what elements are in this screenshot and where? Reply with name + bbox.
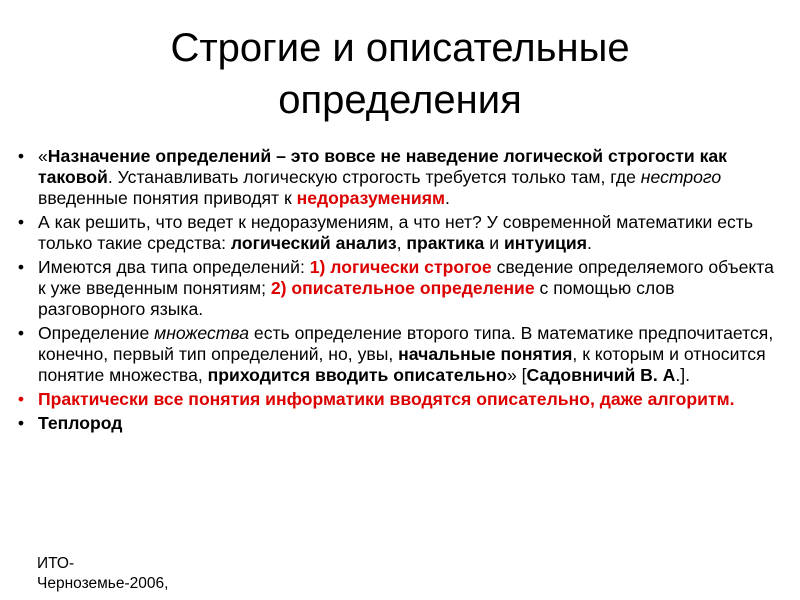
bullet-text-segment: практика bbox=[406, 233, 485, 253]
bullet-dot-icon: • bbox=[17, 323, 25, 343]
footer-line-1: ИТО- bbox=[37, 555, 75, 572]
bullet-dot-icon: • bbox=[17, 212, 25, 232]
bullet-text-segment: . bbox=[586, 233, 592, 253]
bullet-text-segment: сведение определяемого объекта к уже введенным понятиям; bbox=[38, 257, 774, 298]
bullet-text-segment: введенные понятия приводят к bbox=[38, 188, 297, 208]
bullet-text-segment: 1) логически строгое bbox=[309, 257, 492, 277]
bullet-item bbox=[14, 146, 786, 209]
bullet-item bbox=[14, 257, 786, 320]
bullet-text-segment: » [ bbox=[506, 365, 527, 385]
slide-title bbox=[0, 22, 800, 126]
bullet-text-segment: А как решить, что ведет к недоразумениям, а что нет? У современной математики есть только такие средства: bbox=[38, 212, 753, 253]
bullet-text-segment: , bbox=[396, 233, 407, 253]
bullet-text-segment: начальные понятия bbox=[398, 344, 573, 364]
bullet-text-segment: . bbox=[445, 188, 450, 208]
bullet-text-segment: есть определение второго типа. В математике предпочитается, конечно, первый тип определений, но, увы, bbox=[38, 323, 774, 364]
bullet-item bbox=[14, 212, 786, 254]
bullet-text-segment: нестрого bbox=[640, 167, 722, 187]
bullet-item bbox=[14, 389, 786, 410]
bullet-text-segment: и bbox=[484, 233, 504, 253]
bullet-text-segment: Практически все понятия информатики вводятся описательно, даже алгоритм. bbox=[38, 389, 735, 409]
bullet-text-segment: 2) описательное определение bbox=[270, 278, 535, 298]
bullet-dot-icon: • bbox=[17, 257, 25, 277]
bullet-text-segment: Садовничий В. А bbox=[526, 365, 676, 385]
bullet-text-segment: приходится вводить описательно bbox=[207, 365, 507, 385]
slide-title-line-2: определения bbox=[278, 78, 522, 122]
bullet-text-segment: . Устанавливать логическую строгость требуется только там, где bbox=[107, 167, 641, 187]
bullet-text-segment: множества bbox=[154, 323, 250, 343]
bullet-text-segment: интуиция bbox=[503, 233, 587, 253]
bullet-text-segment: « bbox=[38, 146, 48, 166]
bullet-text-segment: недоразумениям bbox=[296, 188, 446, 208]
bullet-dot-icon: • bbox=[17, 413, 25, 433]
bullet-text-segment: Имеются два типа определений: bbox=[38, 257, 310, 277]
slide-title-line-1: Строгие и описательные bbox=[170, 26, 630, 70]
bullet-dot-icon: • bbox=[17, 389, 25, 409]
bullet-item bbox=[14, 413, 786, 434]
bullet-text-segment: .]. bbox=[675, 365, 691, 385]
bullet-text-segment: с помощью слов разговорного языка. bbox=[38, 278, 675, 319]
bullet-text-segment: Назначение определений – это вовсе не наведение логической строгости как таковой bbox=[38, 146, 727, 187]
footer-line-2: Черноземье-2006, bbox=[37, 575, 169, 592]
bullet-text-segment: , к которым и относится понятие множества, bbox=[38, 344, 766, 385]
bullet-text-segment: Определение bbox=[38, 323, 155, 343]
bullet-list bbox=[14, 146, 786, 437]
bullet-text-segment: Теплород bbox=[38, 413, 123, 433]
footer bbox=[37, 554, 168, 594]
bullet-dot-icon: • bbox=[17, 146, 25, 166]
bullet-text-segment: логический анализ bbox=[230, 233, 397, 253]
bullet-item bbox=[14, 323, 786, 386]
